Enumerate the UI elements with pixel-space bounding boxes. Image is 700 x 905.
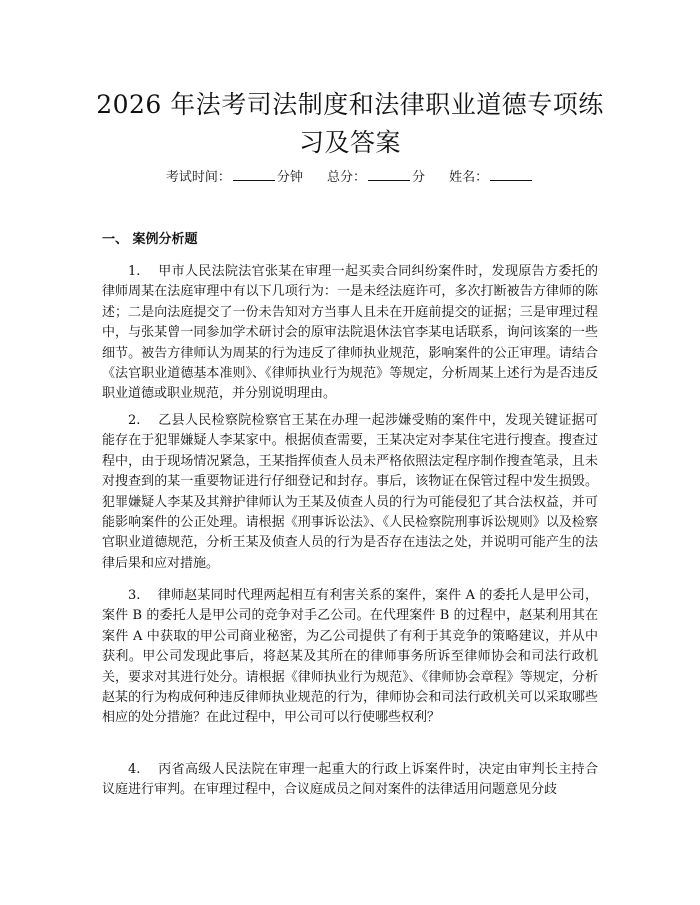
document-title: 2026 年法考司法制度和法律职业道德专项练习及答案 <box>96 90 604 157</box>
question-text: 律师赵某同时代理两起相互有利害关系的案件，案件 A 的委托人是甲公司，案件 B 的委托人是甲公司的竞争对手乙公司。在代理案件 B 的过程中，赵某利用其在案件 A 中获取的甲公司商业秘密，为乙公司提供了有利于其竞争的策略建议，并从中获利。甲公司发现此事后，将赵某及其所在的律师事务所诉至律师协会和司法行政机关，要求对其进行处分。请根据《律师执业行为规范》、《律师协会章程》等规定，分析赵某的行为构成何种违反律师执业规范的行为，律师协会和司法行政机关可以采取哪些相应的处分措施？在此过程中，甲公司可以行使哪些权利？ <box>102 588 599 726</box>
exam-score-blank <box>368 168 410 181</box>
exam-name-blank <box>490 168 532 181</box>
question-text: 丙省高级人民法院在审理一起重大的行政上诉案件时，决定由审判长主持合议庭进行审判。在审理过程中，合议庭成员之间对案件的法律适用问题意见分歧 <box>102 762 598 798</box>
exam-score <box>327 170 429 185</box>
question-text: 乙县人民检察院检察官王某在办理一起涉嫌受贿的案件中，发现关键证据可能存在于犯罪嫌疑人李某家中。根据侦查需要，王某决定对李某住宅进行搜查。搜查过程中，由于现场情况紧急，王某指挥侦查人员未严格依照法定程序制作搜查笔录，且未对搜查到的某一重要物证进行仔细登记和封存。事后，该物证在保管过程中发生损毁。犯罪嫌疑人李某及其辩护律师认为王某及侦查人员的行为可能侵犯了其合法权益，并可能影响案件的公正处理。请根据《刑事诉讼法》、《人民检察院刑事诉讼规则》以及检察官职业道德规范，分析王某及侦查人员的行为是否存在违法之处，并说明可能产生的法律后果和应对措施。 <box>102 413 598 571</box>
question-text: 甲市人民法院法官张某在审理一起买卖合同纠纷案件时，发现原告方委托的律师周某在法庭审理中有以下几项行为：一是未经法庭许可，多次打断被告方律师的陈述；二是向法庭提交了一份未告知对方当事人且未在开庭前提交的证据；三是审理过程中，与张某曾一同参加学术研讨会的原审法院退休法官李某电话联系，询问该案的一些细节。被告方律师认为周某的行为违反了律师执业规范，影响案件的公正审理。请结合《法官职业道德基本准则》、《律师执业行为规范》等规定，分析周某上述行为是否违反职业道德或职业规范，并分别说明理由。 <box>102 264 598 402</box>
question-number: 4. <box>128 762 141 777</box>
question-2 <box>102 411 598 574</box>
question-1 <box>102 262 598 405</box>
question-number: 2. <box>128 413 141 428</box>
exam-time-label: 考试时间： <box>165 170 231 185</box>
exam-name-label: 姓名： <box>449 170 489 185</box>
question-number: 3. <box>128 588 141 603</box>
question-number: 1. <box>128 264 141 279</box>
section-heading: 一、 案例分析题 <box>102 232 198 247</box>
exam-name <box>449 170 534 185</box>
exam-time <box>166 170 307 185</box>
question-3 <box>102 586 598 729</box>
question-4 <box>102 760 598 801</box>
exam-score-label: 总分： <box>326 170 366 185</box>
exam-score-unit: 分 <box>412 170 426 185</box>
exam-info <box>0 168 700 188</box>
exam-time-blank <box>233 168 275 181</box>
exam-time-unit: 分钟 <box>276 170 303 185</box>
